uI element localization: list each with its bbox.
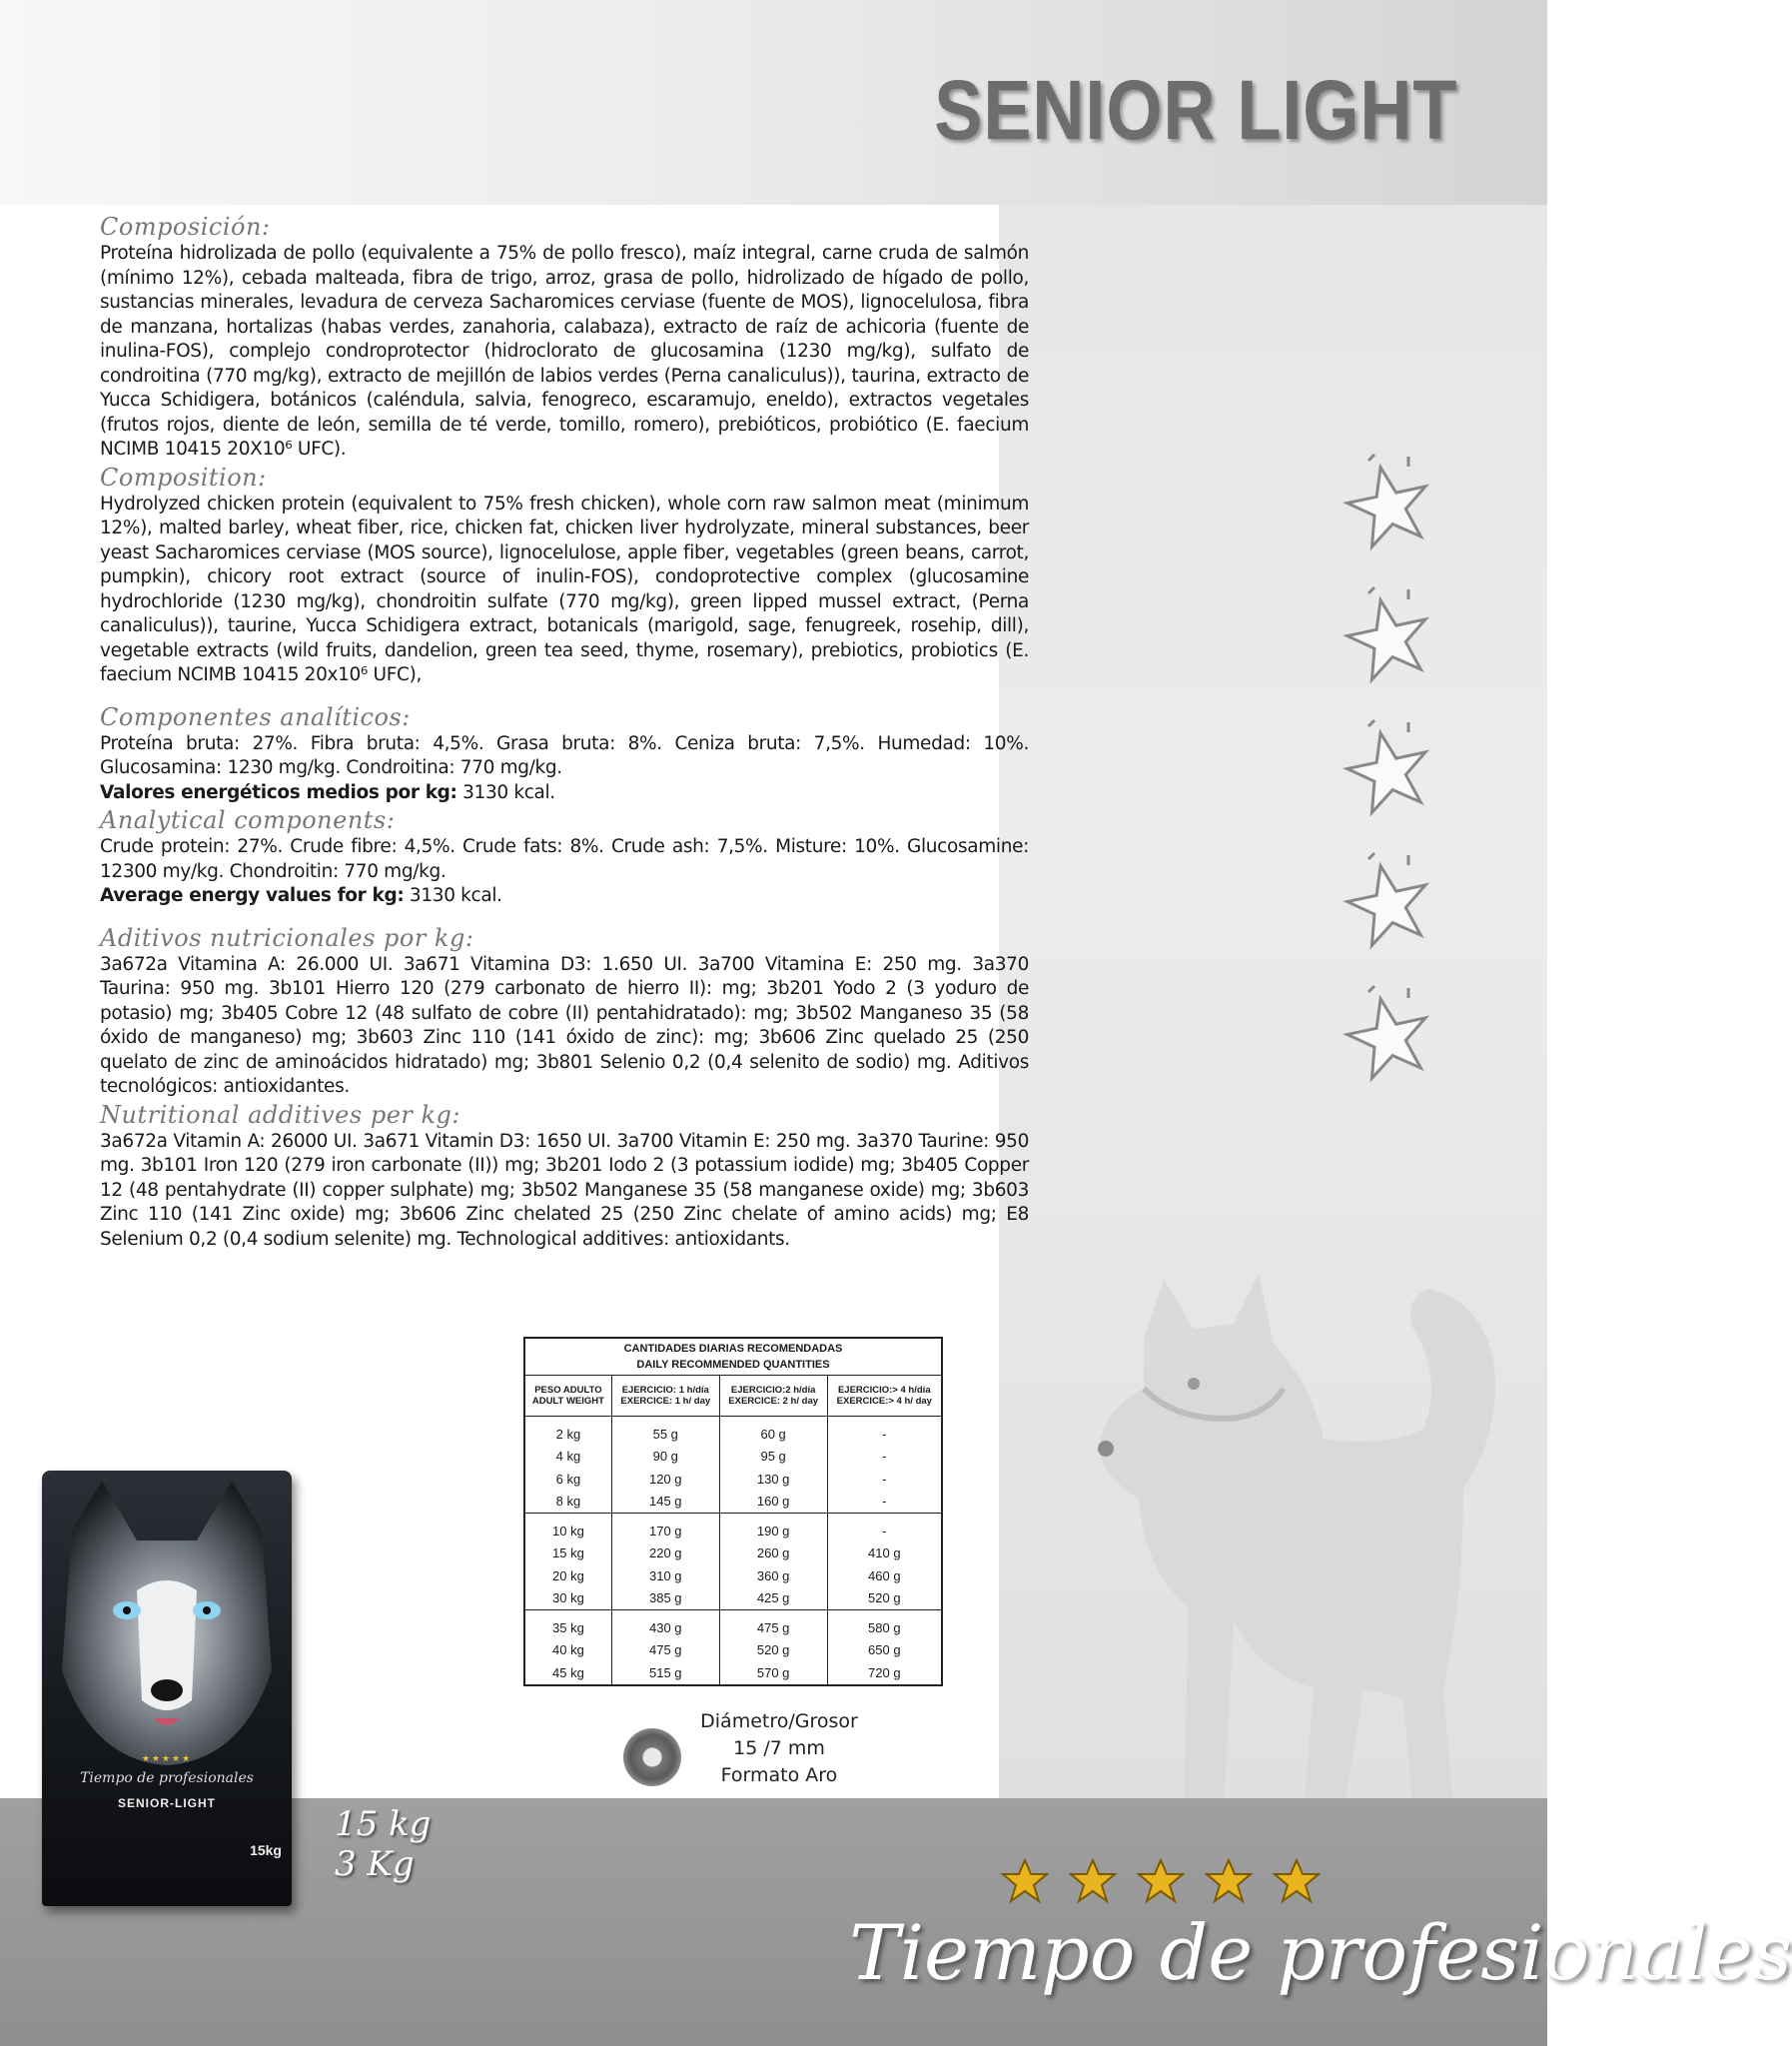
kibble-info — [659, 1708, 899, 1789]
table-row — [525, 1610, 941, 1639]
caption-es: CANTIDADES DIARIAS RECOMENDADAS — [623, 1343, 843, 1355]
table-row — [525, 1417, 941, 1446]
table-row — [525, 1491, 941, 1514]
bag-product-name: SENIOR-LIGHT — [118, 1796, 216, 1810]
bag-weight: 15kg — [250, 1842, 282, 1858]
energy-es-label: Valores energéticos medios por kg: — [100, 781, 457, 803]
table-row — [525, 1446, 941, 1469]
table-cell: 40 kg — [552, 1642, 584, 1658]
additives-en-text: 3a672a Vitamin A: 26000 UI. 3a671 Vitamin D3: 1650 UI. 3a700 Vitamin E: 250 mg. 3a370 Taurine: 950 mg. 3b101 Iron 120 (279 iron carbonate (II)) mg; 3b201 Iodo 2 (3 potassium iodide) mg; 3b405 Copper 12 (48 pentahydrate (II) copper sulphate) mg; 3b502 Manganese 35 (58 manganese oxide) mg; 3b603 Zinc 110 (141 Zinc oxide) mg; 3b606 Zinc chelated 25 (250 Zinc chelate of amino acids) mg; E8 Selenium 0,2 (0,4 sodium selenite) mg. Technological additives: antioxidants. — [100, 1130, 1029, 1250]
composition-en-text: Hydrolyzed chicken protein (equivalent to 75% fresh chicken), whole corn raw salmon meat (minimum 12%), malted barley, wheat fiber, rice, chicken fat, chicken liver hydrolyzate, mineral substances, beer yeast Sacharomices cerviase (MOS source), lignocelulose, apple fiber, vegetables (green beans, carrot, pumpkin), chicory root extract (source of inulin-FOS), condoprotective complex (glucosamine hydrochloride (1230 mg/kg), chondroitin sulfate (770 mg/kg), green lipped mussel extract, (Perna canaliculus)), taurine, Yucca Schidigera extract, botanicals (marigold, sage, fenugreek, rosehip, dill), vegetable extracts (wild fruits, dandelion, green tea seed, thyme, rosemary), prebiotics, probiotics (E. faecium NCIMB 10415 20x10⁶ UFC), — [100, 493, 1029, 685]
gold-star-icon — [1003, 1860, 1047, 1901]
gold-star-icon — [1275, 1860, 1319, 1901]
analytical-en-text: Crude protein: 27%. Crude fibre: 4,5%. Crude fats: 8%. Crude ash: 7,5%. Misture: 10%. Glucosamine: 12300 my/kg. Chondroitin: 770 mg/kg. — [100, 836, 1029, 882]
table-cell: 520 g — [827, 1587, 941, 1610]
table-cell: 260 g — [719, 1542, 827, 1565]
table-cell: 55 g — [611, 1417, 719, 1446]
table-cell: 520 g — [719, 1639, 827, 1662]
table-row — [525, 1587, 941, 1610]
brand-stars — [997, 1854, 1327, 1910]
table-cell: 145 g — [611, 1491, 719, 1514]
table-cell: 385 g — [611, 1587, 719, 1610]
product-bag-image — [42, 1471, 292, 1906]
kibble-line-3: Formato Aro — [720, 1764, 838, 1786]
table-cell: 570 g — [719, 1661, 827, 1684]
package-weights — [335, 1804, 431, 1884]
table-cell: 45 kg — [552, 1664, 584, 1680]
table-cell: - — [827, 1491, 941, 1514]
table-cell: 580 g — [827, 1610, 941, 1639]
energy-es-value: 3130 kcal. — [456, 781, 555, 803]
table-cell: 220 g — [611, 1542, 719, 1565]
additives-es-text: 3a672a Vitamina A: 26.000 UI. 3a671 Vitamina D3: 1.650 UI. 3a700 Vitamina E: 250 mg. 3a370 Taurina: 950 mg. 3b101 Hierro 120 (279 carbonato de hierro II): mg; 3b201 Yodo 2 (3 yoduro de potasio) mg; 3b405 Cobre 12 (48 sulfato de cobre (II) pentahidratado): mg; 3b502 Manganeso 35 (58 óxido de manganeso) mg; 3b603 Zinc 110 (141 óxido de zinc): mg; 3b606 Zinc quelado 25 (250 quelato de zinc de aminoácidos hidratado) mg; 3b801 Selenio 0,2 (0,4 selenito de sodio) mg. Aditivos tecnológicos: antioxidantes. — [100, 953, 1029, 1097]
analytical-es-heading: Componentes analíticos: — [100, 702, 411, 731]
composition-es-text: Proteína hidrolizada de pollo (equivalente a 75% de pollo fresco), maíz integral, carne cruda de salmón (mínimo 12%), cebada malteada, fibra de trigo, arroz, grasa de pollo, hidrolizado de hígado de pollo, sustancias minerales, levadura de cerveza Sacharomices cerviase (fuente de MOS), lignocelulosa, fibra de manzana, hortalizas (habas verdes, zanahoria, calabaza), extracto de raíz de achicoria (fuente de inulina-FOS), complejo condroprotector (hidroclorato de glucosamina (1230 mg/kg), sulfato de condroitina (770 mg/kg), extracto de mejillón de labios verdes (Perna canaliculus)), taurina, extracto de Yucca Schidigera, botánicos (caléndula, salvia, fenogreco, escaramujo, eneldo), extractos vegetales (frutos rojos, diente de león, semilla de té verde, tomillo, romero), prebióticos, probiótico (E. faecium NCIMB 10415 20X10⁶ UFC). — [100, 243, 1029, 460]
bag-stars: ★★★★★ — [141, 1754, 193, 1764]
kibble-line-1: Diámetro/Grosor — [700, 1710, 858, 1732]
table-cell: 410 g — [827, 1542, 941, 1565]
table-cell: 20 kg — [552, 1567, 584, 1583]
composition-en-heading: Composition: — [100, 463, 267, 492]
star-icon — [1339, 455, 1438, 554]
table-cell: 170 g — [611, 1514, 719, 1542]
table-cell: 475 g — [611, 1639, 719, 1662]
table-cell: 4 kg — [555, 1449, 581, 1465]
table-cell: 515 g — [611, 1661, 719, 1684]
additives-es-heading: Aditivos nutricionales por kg: — [100, 923, 474, 952]
table-cell: - — [827, 1468, 941, 1491]
table-row — [525, 1564, 941, 1587]
table-cell: - — [827, 1417, 941, 1446]
weight-option: 15 kg — [335, 1804, 432, 1844]
table-cell: 30 kg — [552, 1590, 584, 1606]
table-cell: 8 kg — [555, 1494, 581, 1510]
energy-en-label: Average energy values for kg: — [100, 885, 405, 906]
table-cell: 15 kg — [552, 1545, 584, 1561]
table-cell: 95 g — [719, 1446, 827, 1469]
feeding-table-caption — [525, 1339, 941, 1376]
additives-en-heading: Nutritional additives per kg: — [100, 1100, 460, 1129]
caption-en: DAILY RECOMMENDED QUANTITIES — [636, 1359, 830, 1371]
energy-en-value: 3130 kcal. — [404, 885, 502, 906]
table-cell: 310 g — [611, 1564, 719, 1587]
column-header: EJERCICIO: 1 h/día EXERCICE: 1 h/ day — [611, 1376, 719, 1417]
table-row — [525, 1661, 941, 1684]
husky-face-image — [42, 1471, 292, 1770]
energy-en-line — [100, 884, 1029, 909]
table-cell: 35 kg — [525, 1610, 611, 1639]
table-cell: 425 g — [719, 1587, 827, 1610]
product-description — [100, 212, 1029, 1252]
table-cell: 650 g — [827, 1639, 941, 1662]
husky-dog-illustration — [1084, 1269, 1513, 1828]
gold-star-icon — [1071, 1860, 1115, 1901]
table-row — [525, 1468, 941, 1491]
table-cell: 160 g — [719, 1491, 827, 1514]
table-cell: 2 kg — [555, 1426, 581, 1442]
table-cell: - — [827, 1446, 941, 1469]
gold-star-icon — [1207, 1860, 1251, 1901]
column-header: EJERCICIO:2 h/día EXERCICE: 2 h/ day — [719, 1376, 827, 1417]
feeding-table — [523, 1337, 943, 1686]
table-cell: 430 g — [611, 1610, 719, 1639]
table-cell: - — [827, 1514, 941, 1542]
star-icon — [1339, 587, 1438, 687]
star-icon — [1339, 986, 1438, 1086]
weight-option: 3 Kg — [335, 1844, 415, 1884]
table-row — [525, 1514, 941, 1542]
star-icon — [1339, 720, 1438, 820]
kibble-line-2: 15 /7 mm — [733, 1737, 825, 1759]
column-header: PESO ADULTO ADULT WEIGHT — [525, 1376, 611, 1417]
energy-es-line — [100, 781, 1029, 806]
table-cell: 460 g — [827, 1564, 941, 1587]
bag-brand: Tiempo de profesionales — [80, 1770, 254, 1786]
gold-star-icon — [1139, 1860, 1183, 1901]
table-cell: 6 kg — [555, 1471, 581, 1487]
analytical-en-heading: Analytical components: — [100, 806, 396, 834]
table-cell: 90 g — [611, 1446, 719, 1469]
composition-es-heading: Composición: — [100, 213, 271, 241]
brand-name: Tiempo de profesionales — [849, 1908, 1792, 1997]
table-cell: 475 g — [719, 1610, 827, 1639]
table-cell: 720 g — [827, 1661, 941, 1684]
analytical-es-text: Proteína bruta: 27%. Fibra bruta: 4,5%. Grasa bruta: 8%. Ceniza bruta: 7,5%. Humedad: 10%. Glucosamina: 1230 mg/kg. Condroitina: 770 mg/kg. — [100, 732, 1029, 778]
table-cell: 120 g — [611, 1468, 719, 1491]
table-cell: 60 g — [719, 1417, 827, 1446]
table-cell: 10 kg — [525, 1514, 611, 1542]
table-row — [525, 1639, 941, 1662]
column-header: EJERCICIO:> 4 h/día EXERCICE:> 4 h/ day — [827, 1376, 941, 1417]
table-cell: 190 g — [719, 1514, 827, 1542]
page-title: SENIOR LIGHT — [933, 63, 1457, 157]
table-row — [525, 1542, 941, 1565]
table-cell: 360 g — [719, 1564, 827, 1587]
table-cell: 130 g — [719, 1468, 827, 1491]
star-icon — [1339, 853, 1438, 953]
